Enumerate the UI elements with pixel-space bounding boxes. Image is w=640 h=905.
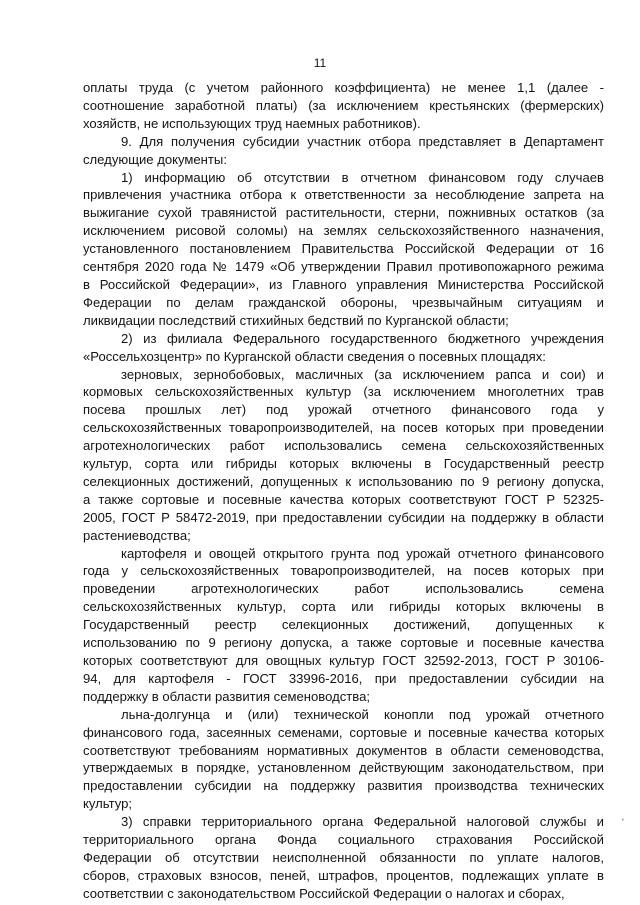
paragraph-line: льна-долгунца и (или) технической конопли под урожай отчетного xyxy=(121,706,604,722)
paragraph-line: культур, сорта или гибриды которых включены в Государственный реестр xyxy=(83,456,604,472)
paragraph-line: соответствии с законодательством Российской Федерации о налогах и сборах, xyxy=(83,885,565,901)
margin-mark: ' xyxy=(622,817,624,827)
document-body xyxy=(83,79,604,903)
paragraph-line: установленного постановлением Правительства Российской Федерации от 16 xyxy=(83,241,604,257)
paragraph-line: хозяйств, не использующих труд наемных работников). xyxy=(83,115,421,131)
paragraph-line: соответствуют требованиям нормативных документов в области семеноводства, xyxy=(83,742,604,758)
paragraph-line: посева прошлых лет) под урожай отчетного финансового года у xyxy=(83,402,604,418)
paragraph-line: кормовых сельскохозяйственных культур (за исключением многолетних трав xyxy=(83,384,604,400)
paragraph-line: привлечения участника отбора к ответственности за несоблюдение запрета на xyxy=(83,187,604,203)
paragraph-line: территориального органа Фонда социального страхования Российской xyxy=(83,832,604,848)
paragraph-line: ликвидации последствий стихийных бедствий по Курганской области; xyxy=(83,312,509,328)
paragraph-line: 94, для картофеля - ГОСТ 33996-2016, при предоставлении субсидии на xyxy=(83,670,604,686)
paragraph-line: финансового года, засеянных семенами, сортовые и посевные качества которых xyxy=(83,724,604,740)
paragraph-line: 2005, ГОСТ Р 58472-2019, при предоставлении субсидии на поддержку в области xyxy=(83,509,604,525)
paragraph-line: сборов, страховых взносов, пеней, штрафов, процентов, подлежащих уплате в xyxy=(83,867,604,883)
paragraph-line: сельскохозяйственных товаропроизводителей, на посев которых при проведении xyxy=(83,420,604,436)
paragraph-line: «Россельхозцентр» по Курганской области сведения о посевных площадях: xyxy=(83,348,546,364)
paragraph-line: Государственный реестр селекционных достижений, допущенных к xyxy=(83,617,604,633)
paragraph-line: следующие документы: xyxy=(83,151,227,167)
paragraph-line: оплаты труда (с учетом районного коэффициента) не менее 1,1 (далее - xyxy=(83,80,604,95)
paragraph-line: Федерации по делам гражданской обороны, чрезвычайным ситуациям и xyxy=(83,294,604,310)
paragraph-line: года у сельскохозяйственных товаропроизводителей, на посев которых при xyxy=(83,563,604,579)
paragraph-line: использованию по 9 региону допуска, а также сортовые и посевные качества xyxy=(83,635,604,651)
paragraph-line: картофеля и овощей открытого грунта под урожай отчетного финансового xyxy=(121,545,604,561)
paragraph-line: а также сортовые и посевные качества которых соответствуют ГОСТ Р 52325- xyxy=(83,491,604,507)
paragraph-line: сельскохозяйственных культур, сорта или гибриды которых включены в xyxy=(83,599,604,615)
paragraph-line: 9. Для получения субсидии участник отбора представляет в Департамент xyxy=(121,133,604,149)
paragraph-line: 1) информацию об отсутствии в отчетном финансовом году случаев xyxy=(121,169,604,185)
paragraph-line: предоставлении субсидии на поддержку развития производства технических xyxy=(83,778,604,794)
paragraph-line: 2) из филиала Федерального государственного бюджетного учреждения xyxy=(121,330,604,346)
paragraph-line: 3) справки территориального органа Федеральной налоговой службы и xyxy=(121,814,604,830)
paragraph-line: растениеводства; xyxy=(83,527,191,543)
paragraph-line: агротехнологических работ использовались семена сельскохозяйственных xyxy=(83,438,604,454)
paragraph-line: поддержку в области развития семеноводства; xyxy=(83,688,371,704)
paragraph-line: которых соответствуют для овощных культур ГОСТ 32592-2013, ГОСТ Р 30106- xyxy=(83,653,604,668)
paragraph-line: зерновых, зернобобовых, масличных (за исключением рапса и сои) и xyxy=(121,366,604,382)
paragraph-line: селекционных достижений, допущенных к использованию по 9 региону допуска, xyxy=(83,473,604,489)
paragraph-line: культур; xyxy=(83,796,133,812)
paragraph-line: Федерации об отсутствии неисполненной обязанности по уплате налогов, xyxy=(83,849,604,865)
paragraph-line: в Российской Федерации», из Главного управления Министерства Российской xyxy=(83,276,604,292)
paragraph-line: исключением рисовой соломы) на землях сельскохозяйственного назначения, xyxy=(83,223,604,239)
paragraph-line: сентября 2020 года № 1479 «Об утверждении Правил противопожарного режима xyxy=(83,259,604,275)
paragraph-line: выжигание сухой травянистой растительности, стерни, пожнивных остатков (за xyxy=(83,205,604,221)
paragraph-line: утверждаемых в порядке, установленном действующим законодательством, при xyxy=(83,760,604,776)
paragraph-line: соотношение заработной платы) (за исключением крестьянских (фермерских) xyxy=(83,97,604,113)
paragraph-line: проведении агротехнологических работ использовались семена xyxy=(83,581,604,597)
page-number: 11 xyxy=(313,56,327,70)
